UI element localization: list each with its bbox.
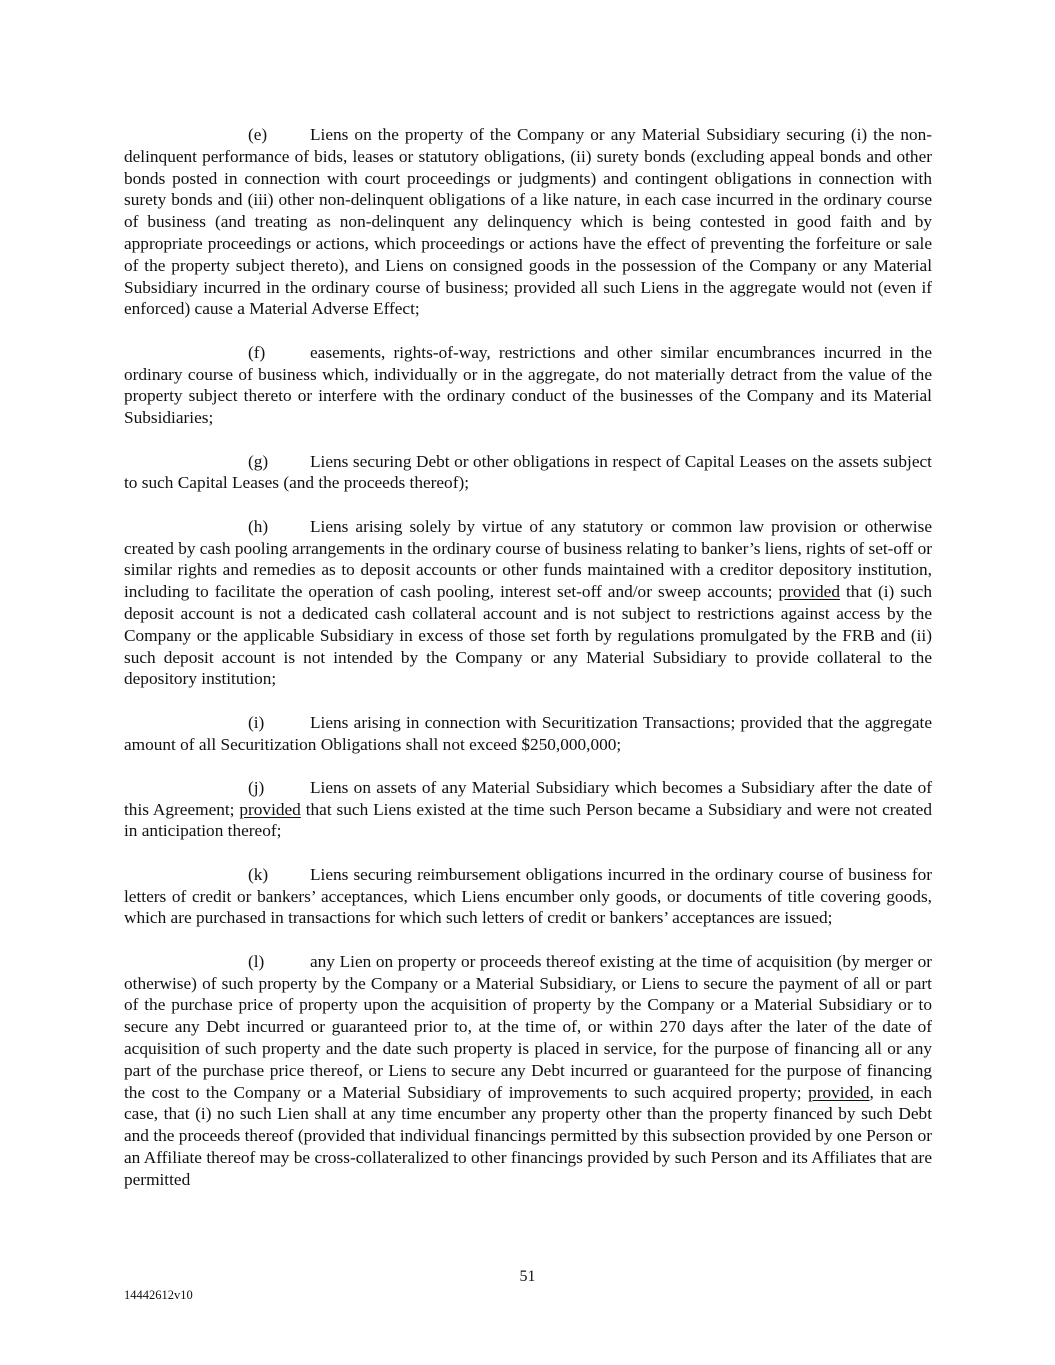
clause-e: [124, 124, 932, 320]
clause-label: (j): [248, 777, 265, 797]
clause-text: Liens on the property of the Company or any Material Subsidiary securing (i) the non-delinquent performance of bids, leases or statutory obligations, (ii) surety bonds (excluding appeal bonds and other bonds posted in connection with court proceedings or judgments) and contingent obligations in connection with surety bonds and (iii) other non-delinquent obligations of a like nature, in each case incurred in the ordinary course of business (and treating as non-delinquent any delinquency which is being contested in good faith and by appropriate proceedings or actions, which proceedings or actions have the effect of preventing the forfeiture or sale of the property subject thereto), and Liens on consigned goods in the possession of the Company or any Material Subsidiary incurred in the ordinary course of business; provided all such Liens in the aggregate would not (even if enforced) cause a Material Adverse Effect;: [124, 125, 932, 319]
clause-f: [124, 342, 932, 429]
clause-text: Liens arising in connection with Securitization Transactions; provided that the aggregate amount of all Securitization Obligations shall not exceed $250,000,000;: [124, 712, 932, 754]
clause-text: that such Liens existed at the time such Person became a Subsidiary and were not created in anticipation thereof;: [124, 799, 932, 841]
clause-text: easements, rights-of-way, restrictions and other similar encumbrances incurred in the ordinary course of business which, individually or in the aggregate, do not materially detract from the value of the property subject thereto or interfere with the ordinary conduct of the businesses of the Company and its Material Subsidiaries;: [124, 342, 932, 428]
clause-j: [124, 777, 932, 842]
clause-text: that (i) such deposit account is not a dedicated cash collateral account and is not subject to restrictions against access by the Company or the applicable Subsidiary in excess of those set forth by regulations promulgated by the FRB and (ii) such deposit account is not intended by the Company or any Material Subsidiary to provide collateral to the depository institution;: [124, 582, 932, 689]
clause-label: (e): [248, 125, 268, 144]
provided-term: provided: [239, 799, 301, 819]
clause-i: [124, 712, 932, 756]
clause-label: (l): [248, 951, 265, 971]
clause-text: Liens securing Debt or other obligations in respect of Capital Leases on the assets subject to such Capital Leases (and the proceeds thereof);: [124, 451, 932, 493]
clause-label: (f): [248, 342, 266, 362]
clause-l: [124, 951, 932, 1191]
document-body: [124, 124, 932, 1212]
clause-h: [124, 516, 932, 690]
page-number: 51: [519, 1268, 536, 1285]
clause-label: (i): [248, 712, 265, 732]
clause-g: [124, 451, 932, 495]
clause-k: [124, 864, 932, 929]
clause-text: Liens securing reimbursement obligations incurred in the ordinary course of business for letters of credit or bankers’ acceptances, which Liens encumber only goods, or documents of title covering goods, which are purchased in transactions for which such letters of credit or bankers’ acceptances are issued;: [124, 864, 932, 928]
document-id: 14442612v10: [124, 1288, 193, 1302]
clause-label: (k): [248, 864, 269, 884]
clause-text: Liens on assets of any Material Subsidiary which becomes a Subsidiary after the date of this Agreement;: [124, 777, 932, 819]
clause-label: (g): [248, 451, 269, 471]
clause-text: Liens arising solely by virtue of any statutory or common law provision or otherwise created by cash pooling arrangements in the ordinary course of business relating to banker’s liens, rights of set-off or similar rights and remedies as to deposit accounts or other funds maintained with a creditor depository institution, including to facilitate the operation of cash pooling, interest set-off and/or sweep accounts;: [124, 516, 932, 602]
clause-text: , in each case, that (i) no such Lien shall at any time encumber any property other than the property financed by such Debt and the proceeds thereof (provided that individual financings permitted by this subsection provided by one Person or an Affiliate thereof may be cross-collateralized to other financings provided by such Person and its Affiliates that are permitted: [124, 1082, 932, 1189]
clause-label: (h): [248, 516, 269, 536]
clause-text: any Lien on property or proceeds thereof existing at the time of acquisition (by merger or otherwise) of such property by the Company or a Material Subsidiary, or Liens to secure the payment of all or part of the purchase price of property upon the acquisition of property by the Company or a Material Subsidiary or to secure any Debt incurred or guaranteed prior to, at the time of, or within 270 days after the later of the date of acquisition of such property and the date such property is placed in service, for the purpose of financing all or any part of the purchase price thereof, or Liens to secure any Debt incurred or guaranteed for the purpose of financing the cost to the Company or a Material Subsidiary of improvements to such acquired property;: [124, 951, 932, 1102]
provided-term: provided: [778, 582, 840, 602]
provided-term: provided: [808, 1082, 870, 1102]
